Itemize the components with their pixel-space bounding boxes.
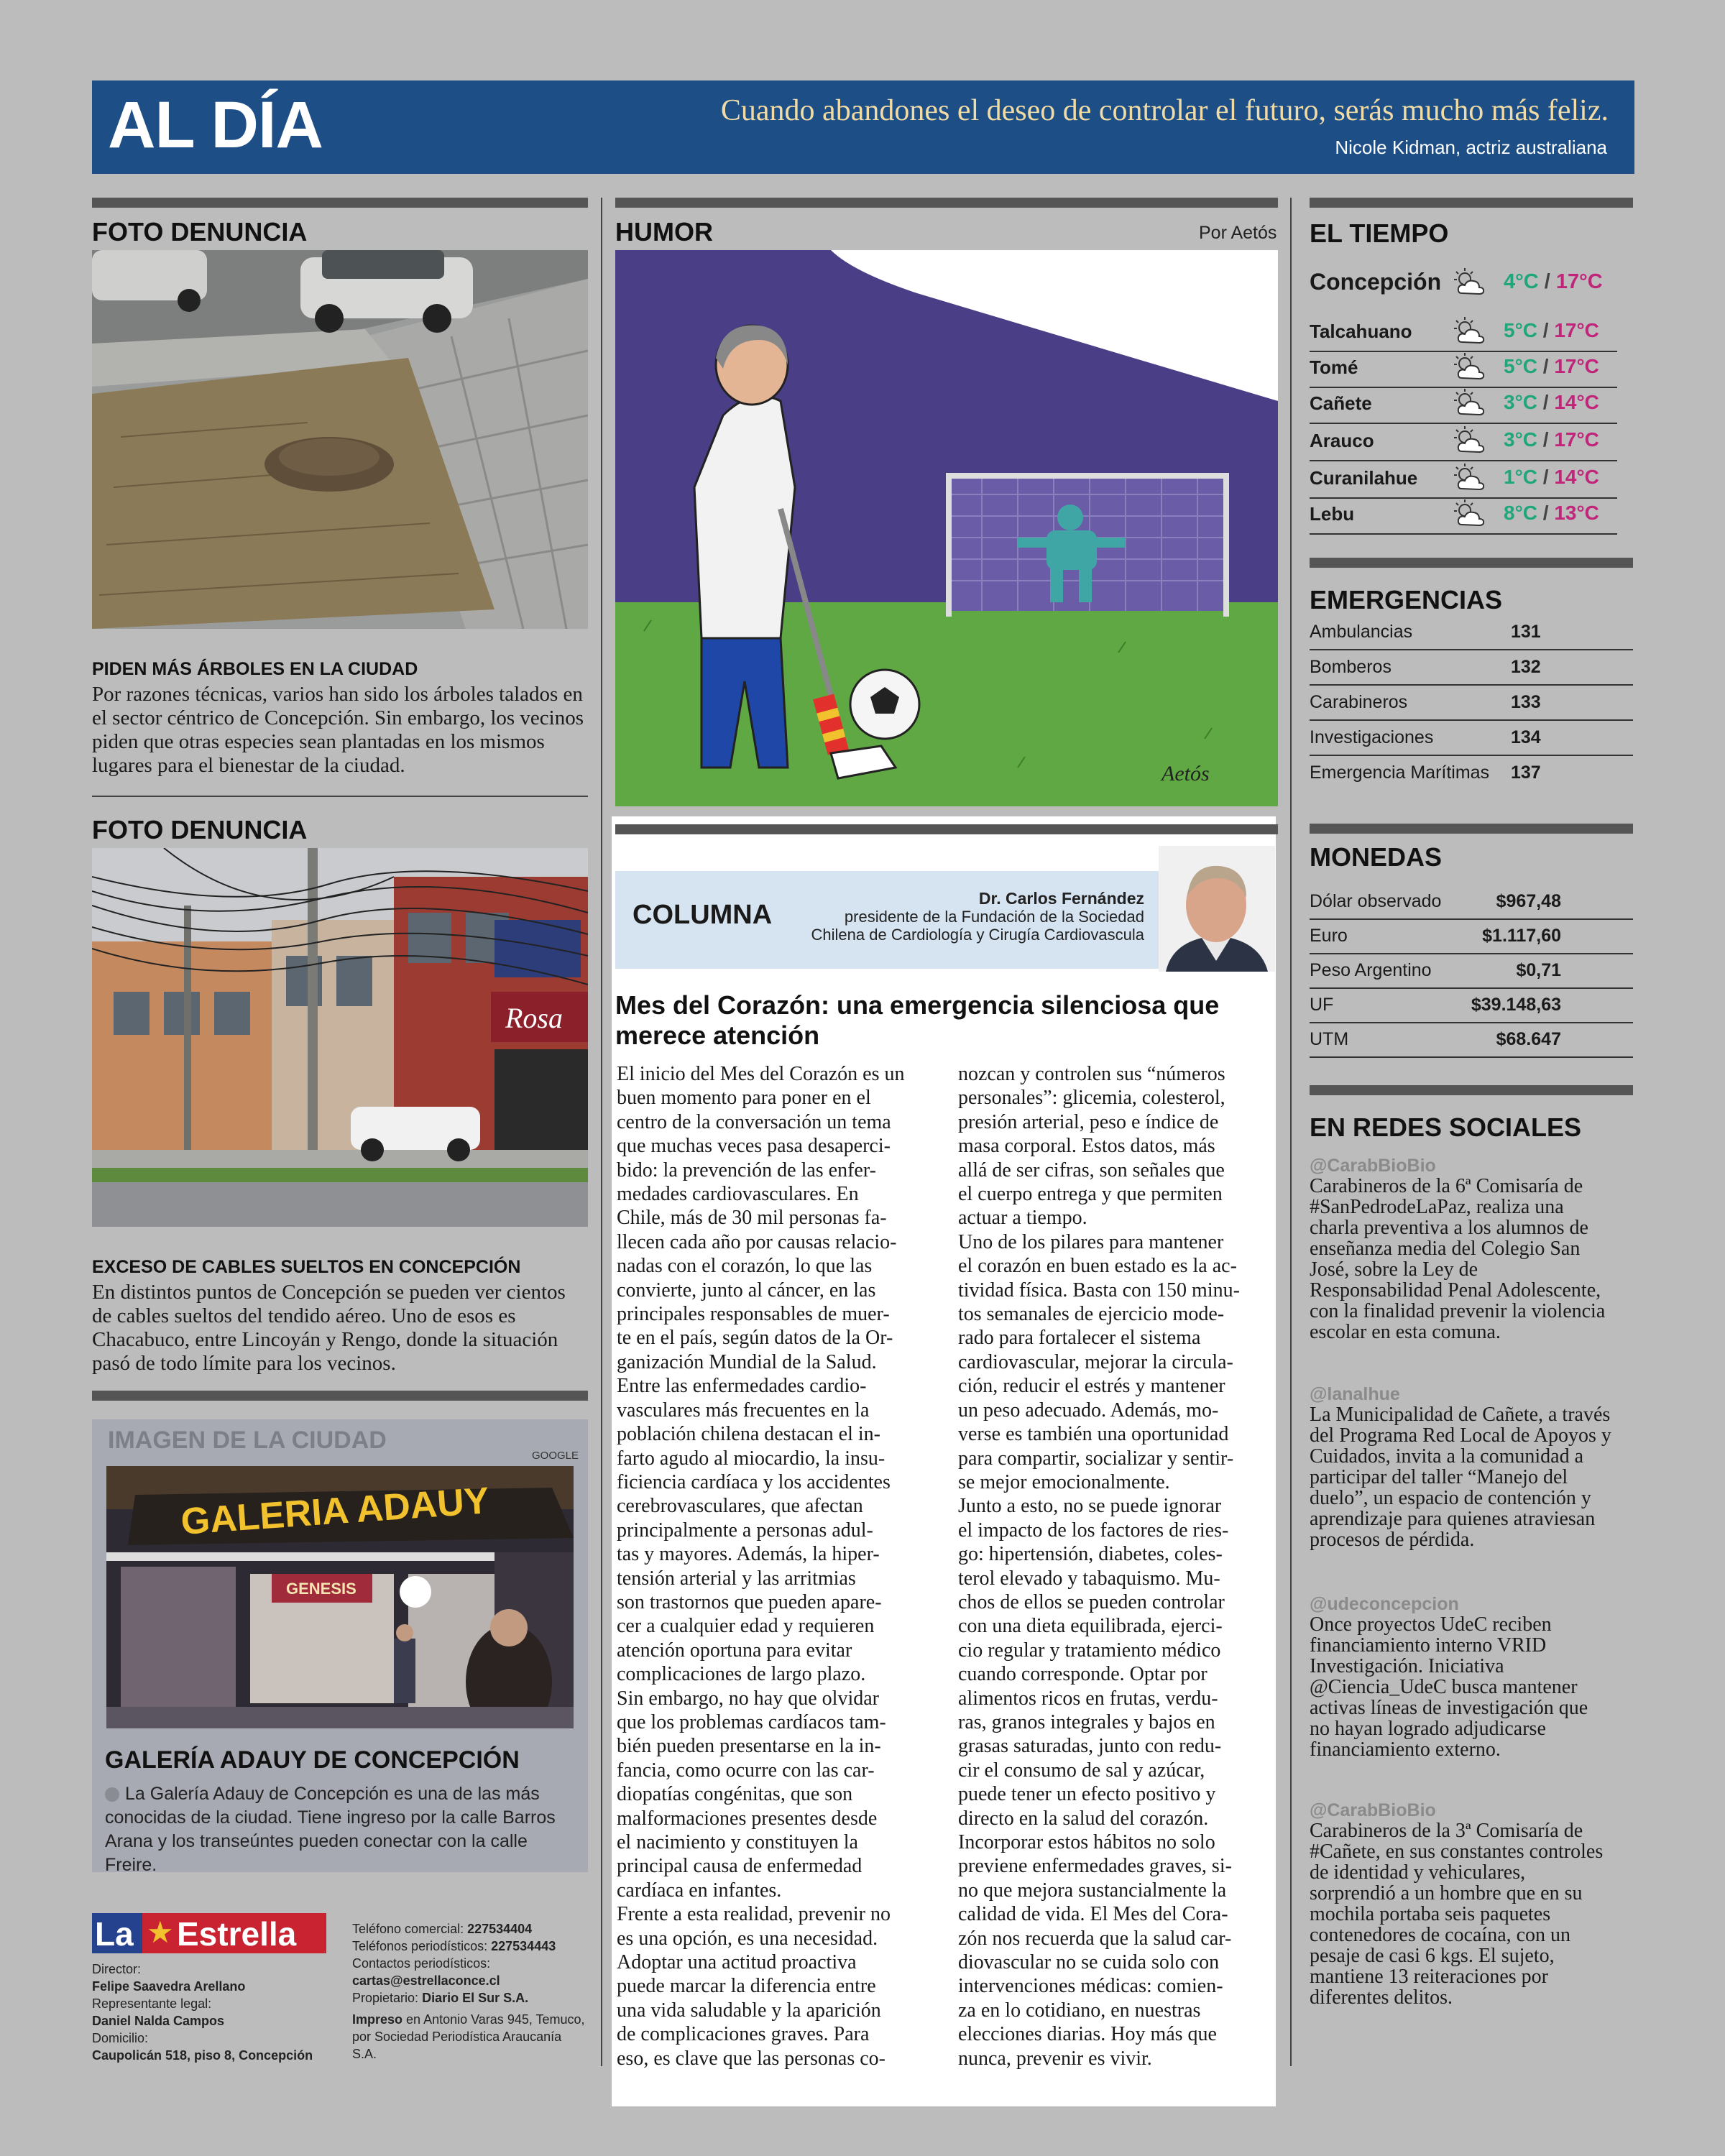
weather-temps — [1504, 428, 1599, 451]
weather-label: EL TIEMPO — [1310, 218, 1449, 248]
photo1-headline: PIDEN MÁS ÁRBOLES EN LA CIUDAD — [92, 659, 418, 679]
article-line: verse es también una oportunidad — [958, 1423, 1229, 1446]
temp-min: 4°C — [1504, 270, 1539, 293]
legal-name: Daniel Nalda Campos — [92, 2014, 225, 2028]
article-line: bido: la prevención de las enfer- — [617, 1158, 876, 1181]
emergency-name: Carabineros — [1310, 692, 1408, 712]
section-divider-currencies — [1310, 824, 1633, 834]
article-line: el nacimiento y constituyen la — [617, 1831, 858, 1853]
logo-estrella-text: Estrella — [177, 1915, 297, 1953]
temp-sep: / — [1537, 502, 1555, 524]
print-info: en Antonio Varas 945, Temuco, por Sociedad Periodística Araucanía S.A. — [352, 2012, 585, 2061]
column-author-block — [811, 890, 1144, 944]
article-line: nozcan y controlen sus “números — [958, 1063, 1225, 1085]
article-line: rado para fortalecer el sistema — [958, 1327, 1201, 1350]
article-line: ción, reducir el estrés y mantener — [958, 1375, 1225, 1398]
temp-max: 17°C — [1554, 319, 1599, 341]
section-divider-emergencies — [1310, 558, 1633, 568]
article-line: grasas saturadas, junto con redu- — [958, 1735, 1222, 1758]
weather-row — [1310, 351, 1617, 388]
social-post-text: Once proyectos UdeC reciben financiamiento interno VRID Investigación. Iniciativa @Ciencia_UdeC busca mantener activas líneas de investigación que no hayan logrado adjudicarse financiamiento externo. — [1310, 1613, 1588, 1761]
social-handle[interactable]: @udeconcepcion — [1310, 1594, 1459, 1614]
article-line: elecciones diarias. Hoy más que — [958, 2023, 1217, 2046]
article-line: allá de ser cifras, son señales que — [958, 1158, 1225, 1181]
photo2-body: En distintos puntos de Concepción se pueden ver cientos de cables sueltos del tendido aéreo. Uno de esos es Chacabuco, entre Lincoyán y Rengo, donde la situación pasó de todo límite para los vecinos. — [92, 1281, 566, 1375]
article-line: principal causa de enfermedad — [617, 1855, 862, 1878]
emergency-name: Bomberos — [1310, 657, 1392, 677]
article-line: presión arterial, peso e índice de — [958, 1110, 1219, 1133]
partly-cloudy-icon — [1452, 463, 1488, 493]
temp-max: 17°C — [1554, 428, 1599, 451]
director-name: Felipe Saavedra Arellano — [92, 1979, 246, 1994]
galeria-adauy-sign: GALERIA ADAUY — [179, 1480, 491, 1543]
legal-label: Representante legal: — [92, 1996, 212, 2011]
cartoon-signature: Aetós — [1162, 762, 1210, 786]
emergency-row — [1310, 614, 1633, 650]
rosa-sign: Rosa — [505, 1002, 563, 1034]
currency-name: Peso Argentino — [1310, 960, 1432, 980]
weather-row — [1310, 266, 1617, 306]
weather-row — [1310, 315, 1617, 352]
article-line: tas y mayores. Además, la hiper- — [617, 1543, 880, 1566]
article-line: Chile, más de 30 mil personas fa- — [617, 1207, 887, 1230]
article-line: cir el consumo de sal y azúcar, — [958, 1759, 1205, 1782]
article-line: malformaciones presentes desde — [617, 1807, 878, 1830]
article-line: cuando corresponde. Optar por — [958, 1663, 1208, 1686]
social-label: EN REDES SOCIALES — [1310, 1112, 1582, 1142]
currency-value: $1.117,60 — [1482, 926, 1561, 946]
column-title-line-1: Mes del Corazón: una emergencia silenciosa que — [615, 990, 1220, 1020]
currency-name: UTM — [1310, 1029, 1349, 1049]
emergency-number[interactable]: 132 — [1511, 657, 1541, 677]
article-line: alimentos ricos en frutas, verdu- — [958, 1687, 1218, 1710]
partly-cloudy-icon — [1452, 316, 1488, 346]
emergency-row — [1310, 720, 1633, 756]
weather-temps — [1504, 270, 1603, 294]
article-line: Entre las enfermedades cardio- — [617, 1375, 867, 1398]
weather-city: Curanilahue — [1310, 467, 1418, 489]
article-line: población chilena destacan el in- — [617, 1423, 880, 1446]
article-line: que muchas veces pasa desaperci- — [617, 1135, 891, 1158]
temp-sep: / — [1537, 466, 1555, 488]
article-line: con una dieta equilibrada, ejerci- — [958, 1615, 1223, 1638]
currency-value: $967,48 — [1496, 891, 1561, 911]
article-line: cio regular y tratamiento médico — [958, 1639, 1221, 1662]
currency-value: $39.148,63 — [1471, 995, 1561, 1015]
phone-commercial: 227534404 — [467, 1922, 533, 1936]
emergency-name: Ambulancias — [1310, 622, 1413, 642]
weather-city: Concepción — [1310, 269, 1442, 295]
emergency-number[interactable]: 134 — [1511, 727, 1541, 747]
city-image-body: La Galería Adauy de Concepción es una de las más conocidas de la ciudad. Tiene ingreso por la calle Barros Arana y los transeúntes pueden conectar con la calle Freire. — [105, 1784, 556, 1875]
section-header-banner — [92, 80, 1634, 174]
article-line: tos semanales de ejercicio mode- — [958, 1303, 1225, 1326]
weather-temps — [1504, 355, 1599, 378]
star-icon: ★ — [147, 1915, 174, 1949]
temp-max: 14°C — [1554, 391, 1599, 413]
article-line: diovascular no se cuida solo con — [958, 1951, 1220, 1974]
foto-denuncia-label-2: FOTO DENUNCIA — [92, 815, 308, 844]
article-line: cerebrovasculares, que afectan — [617, 1495, 863, 1518]
partly-cloudy-icon — [1452, 499, 1488, 529]
article-line: masa corporal. Estos datos, más — [958, 1135, 1215, 1158]
temp-min: 5°C — [1504, 319, 1537, 341]
photo-trees-street — [92, 250, 588, 629]
article-line: tividad física. Basta con 150 minu- — [958, 1279, 1240, 1302]
article-line: centro de la conversación un tema — [617, 1110, 891, 1133]
weather-city: Lebu — [1310, 503, 1355, 525]
column-label: COLUMNA — [632, 900, 773, 930]
article-line: convierte, junto al cáncer, en las — [617, 1279, 876, 1302]
owner-label: Propietario: — [352, 1991, 419, 2005]
article-line: son trastornos que pueden apare- — [617, 1590, 882, 1613]
weather-row — [1310, 461, 1617, 499]
article-line: diopatías congénitas, que son — [617, 1783, 853, 1806]
emergency-number[interactable]: 131 — [1511, 622, 1541, 642]
article-line: buen momento para poner en el — [617, 1087, 871, 1110]
article-line: puede tener un efecto positivo y — [958, 1783, 1216, 1806]
quote-author: Nicole Kidman, actriz australiana — [1335, 137, 1607, 158]
weather-city: Talcahuano — [1310, 321, 1412, 342]
article-line: nunca, prevenir es vivir. — [958, 2047, 1152, 2070]
print-label: Impreso — [352, 2012, 403, 2027]
director-label: Director: — [92, 1962, 142, 1976]
article-line: tensión arterial y las arritmias — [617, 1567, 856, 1590]
city-image-box — [92, 1419, 588, 1875]
column-title — [615, 990, 1219, 1051]
article-line: Frente a esta realidad, prevenir no — [617, 1903, 891, 1926]
currency-row — [1310, 918, 1633, 954]
photo2-headline: EXCESO DE CABLES SUELTOS EN CONCEPCIÓN — [92, 1257, 521, 1277]
article-line: no que mejora sustancialmente la — [958, 1879, 1227, 1902]
author-photo — [1159, 846, 1275, 972]
weather-city: Arauco — [1310, 430, 1374, 451]
social-post-text: Carabineros de la 6ª Comisaría de #SanPedrodeLaPaz, realiza una charla preventiva a los alumnos de enseñanza media del Colegio San José, sobre la Ley de Responsabilidad Penal Adolescente, con la finalidad prevenir la violencia escolar en esta comuna. — [1310, 1175, 1606, 1343]
divider — [92, 796, 588, 797]
article-line: cardiovascular, mejorar la circula- — [958, 1350, 1233, 1373]
temp-sep: / — [1537, 428, 1555, 451]
currency-row — [1310, 987, 1633, 1023]
emergencies-label: EMERGENCIAS — [1310, 585, 1503, 614]
article-line: go: hipertensión, diabetes, coles- — [958, 1543, 1223, 1566]
temp-sep: / — [1537, 319, 1555, 341]
emergency-row — [1310, 650, 1633, 686]
owner: Diario El Sur S.A. — [422, 1991, 529, 2005]
column-author-role-2: Chilena de Cardiología y Cirugía Cardiovascula — [811, 926, 1144, 944]
weather-temps — [1504, 466, 1599, 489]
article-line: cer a cualquier edad y requieren — [617, 1615, 875, 1638]
section-divider — [92, 198, 588, 208]
article-line: es una opción, es una necesidad. — [617, 1927, 878, 1950]
weather-temps — [1504, 391, 1599, 414]
weather-row — [1310, 387, 1617, 424]
article-line: eso, es clave que las personas co- — [617, 2047, 886, 2070]
temp-sep: / — [1537, 391, 1555, 413]
article-line: un peso adecuado. Además, mo- — [958, 1399, 1219, 1422]
article-line: el cuerpo entrega y que permiten — [958, 1183, 1223, 1206]
article-line: fancia, como ocurre con las car- — [617, 1759, 875, 1782]
section-divider-column — [615, 824, 1278, 834]
quote-text: Cuando abandones el deseo de controlar el futuro, serás mucho más feliz. — [720, 94, 1609, 127]
temp-sep: / — [1537, 355, 1555, 377]
article-line: zón nos recuerda que la salud car- — [958, 1927, 1232, 1950]
photo1-body: Por razones técnicas, varios han sido los árboles talados en el sector céntrico de Concepción. Sin embargo, los vecinos piden que otras especies sean plantadas en los mismos lugares para el bienestar de la ciudad. — [92, 683, 584, 777]
address: Caupolicán 518, piso 8, Concepción — [92, 2048, 313, 2063]
column-rule-left — [601, 198, 602, 2066]
article-line: de complicaciones graves. Para — [617, 2023, 870, 2046]
column-rule-right — [1290, 198, 1292, 2066]
article-line: El inicio del Mes del Corazón es un — [617, 1063, 905, 1085]
bullet-dot — [105, 1787, 119, 1802]
article-line: actuar a tiempo. — [958, 1207, 1087, 1230]
currency-value: $68.647 — [1496, 1029, 1561, 1049]
article-line: complicaciones de largo plazo. — [617, 1663, 866, 1686]
phone-news: 227534443 — [491, 1939, 556, 1953]
column-author: Dr. Carlos Fernández — [978, 889, 1144, 908]
article-line: intervenciones médicas: comien- — [958, 1975, 1223, 1998]
temp-max: 17°C — [1555, 270, 1603, 293]
phone-commercial-label: Teléfono comercial: — [352, 1922, 464, 1936]
logo-la-text: La — [95, 1915, 134, 1953]
article-line: ganización Mundial de la Salud. — [617, 1350, 877, 1373]
article-line: principales responsables de muer- — [617, 1303, 890, 1326]
city-image-label: IMAGEN DE LA CIUDAD — [108, 1427, 387, 1454]
phone-news-label: Teléfonos periodísticos: — [352, 1939, 488, 1953]
weather-temps — [1504, 319, 1599, 342]
article-line: llecen cada año por causas relacio- — [617, 1230, 897, 1253]
article-line: el corazón en buen estado es la ac- — [958, 1255, 1237, 1278]
social-post-text: La Municipalidad de Cañete, a través del Programa Red Local de Apoyos y Cuidados, invita a la comunidad a participar del taller “Manejo del duelo”, un espacio de contención y aprendizaje para quienes atraviesan procesos de pérdida. — [1310, 1404, 1611, 1551]
column-text-col-2 — [958, 1062, 1280, 2070]
weather-row — [1310, 497, 1617, 535]
masthead-contacts — [352, 1920, 589, 2063]
article-line: ficiencia cardíaca y los accidentes — [617, 1470, 891, 1493]
partly-cloudy-icon — [1452, 352, 1488, 382]
article-line: el impacto de los factores de ries- — [958, 1519, 1229, 1542]
article-line: una vida saludable y la aparición — [617, 1999, 881, 2022]
article-line: Adoptar una actitud proactiva — [617, 1951, 857, 1974]
currency-row — [1310, 953, 1633, 989]
article-line: ras, granos integrales y bajos en — [958, 1710, 1215, 1733]
section-divider-humor — [615, 198, 1278, 208]
social-handle[interactable]: @CarabBioBio — [1310, 1156, 1436, 1176]
social-handle[interactable]: @CarabBioBio — [1310, 1800, 1436, 1820]
currencies-label: MONEDAS — [1310, 842, 1443, 872]
social-post-text: Carabineros de la 3ª Comisaría de #Cañete, en sus constantes controles de identidad y vehiculares, sorprendió a un hombre que en su mochila portaba seis paquetes contenedores de cocaína, con un pesaje de casi 6 kgs. El sujeto, mantiene 13 reiteraciones por diferentes delitos. — [1310, 1820, 1604, 2009]
weather-city: Cañete — [1310, 392, 1372, 414]
section-divider-2 — [92, 1391, 588, 1401]
contact-label: Contactos periodísticos: — [352, 1956, 491, 1971]
contact-email[interactable]: cartas@estrellaconce.cl — [352, 1973, 500, 1988]
article-line: vasculares más frecuentes en la — [617, 1399, 870, 1422]
column-text-col-1 — [617, 1062, 939, 2070]
article-line: previene enfermedades graves, si- — [958, 1855, 1232, 1878]
partly-cloudy-icon — [1452, 425, 1488, 456]
la-estrella-logo — [92, 1913, 326, 1953]
currency-value: $0,71 — [1516, 960, 1561, 980]
humor-label: HUMOR — [615, 217, 713, 247]
article-line: chos de ellos se pueden controlar — [958, 1590, 1225, 1613]
column-title-line-2: merece atención — [615, 1021, 820, 1050]
article-line: calidad de vida. El Mes del Cora- — [958, 1903, 1228, 1926]
article-line: Uno de los pilares para mantener — [958, 1230, 1224, 1253]
photo-galeria-adauy — [106, 1466, 574, 1728]
article-line: se mejor emocionalmente. — [958, 1470, 1170, 1493]
photo-cables-street — [92, 848, 588, 1227]
shop-sign-genesis: GENESIS — [286, 1580, 356, 1598]
emergency-row — [1310, 685, 1633, 721]
partly-cloudy-icon — [1452, 267, 1488, 298]
temp-min: 3°C — [1504, 428, 1537, 451]
currency-name: Dólar observado — [1310, 891, 1442, 911]
article-line: bién pueden presentarse en la in- — [617, 1735, 881, 1758]
article-line: nadas con el corazón, lo que las — [617, 1255, 873, 1278]
currency-row — [1310, 884, 1633, 920]
emergency-name: Emergencia Marítimas — [1310, 763, 1490, 783]
humor-cartoon — [615, 250, 1278, 806]
article-line: te en el país, según datos de la Or- — [617, 1327, 893, 1350]
article-line: principalmente a personas adul- — [617, 1519, 873, 1542]
weather-temps — [1504, 502, 1599, 525]
address-label: Domicilio: — [92, 2031, 149, 2045]
article-line: atención oportuna para evitar — [617, 1639, 852, 1662]
article-line: terol elevado y tabaquismo. Mu- — [958, 1567, 1220, 1590]
temp-max: 17°C — [1554, 355, 1599, 377]
section-divider-weather — [1310, 198, 1633, 208]
city-image-headline: GALERÍA ADAUY DE CONCEPCIÓN — [105, 1746, 520, 1774]
article-line: personales”: glicemia, colesterol, — [958, 1087, 1225, 1110]
article-line: cardíaca en infantes. — [617, 1879, 782, 1902]
article-line: medades cardiovasculares. En — [617, 1183, 859, 1206]
currency-row — [1310, 1022, 1633, 1058]
temp-max: 13°C — [1554, 502, 1599, 524]
currency-name: UF — [1310, 995, 1334, 1015]
foto-denuncia-label: FOTO DENUNCIA — [92, 217, 308, 247]
social-handle[interactable]: @lanalhue — [1310, 1384, 1400, 1404]
temp-min: 5°C — [1504, 355, 1537, 377]
temp-min: 1°C — [1504, 466, 1537, 488]
article-line: Sin embargo, no hay que olvidar — [617, 1687, 879, 1710]
photo-credit: GOOGLE — [532, 1450, 579, 1462]
article-line: Incorporar estos hábitos no solo — [958, 1831, 1215, 1853]
emergency-name: Investigaciones — [1310, 727, 1434, 747]
weather-city: Tomé — [1310, 356, 1358, 378]
section-title: AL DÍA — [108, 88, 323, 162]
temp-sep: / — [1538, 270, 1556, 293]
article-line: za en lo cotidiano, en nuestras — [958, 1999, 1201, 2022]
masthead-credits — [92, 1961, 329, 2064]
humor-byline: Por Aetós — [1199, 223, 1277, 243]
weather-row — [1310, 424, 1617, 461]
currency-name: Euro — [1310, 926, 1348, 946]
article-line: que los problemas cardíacos tam- — [617, 1710, 886, 1733]
article-line: puede marcar la diferencia entre — [617, 1975, 876, 1998]
temp-min: 8°C — [1504, 502, 1537, 524]
article-line: farto agudo al miocardio, la insu- — [617, 1447, 886, 1470]
article-line: Junto a esto, no se puede ignorar — [958, 1495, 1222, 1518]
section-divider-social — [1310, 1085, 1633, 1095]
emergency-row — [1310, 755, 1633, 790]
partly-cloudy-icon — [1452, 388, 1488, 418]
temp-min: 3°C — [1504, 391, 1537, 413]
temp-max: 14°C — [1554, 466, 1599, 488]
article-line: para compartir, socializar y sentir- — [958, 1447, 1234, 1470]
article-line: directo en la salud del corazón. — [958, 1807, 1209, 1830]
emergency-number[interactable]: 137 — [1511, 763, 1541, 783]
emergency-number[interactable]: 133 — [1511, 692, 1541, 712]
column-author-role-1: presidente de la Fundación de la Sociedad — [844, 908, 1144, 926]
column-header-band — [615, 871, 1159, 969]
